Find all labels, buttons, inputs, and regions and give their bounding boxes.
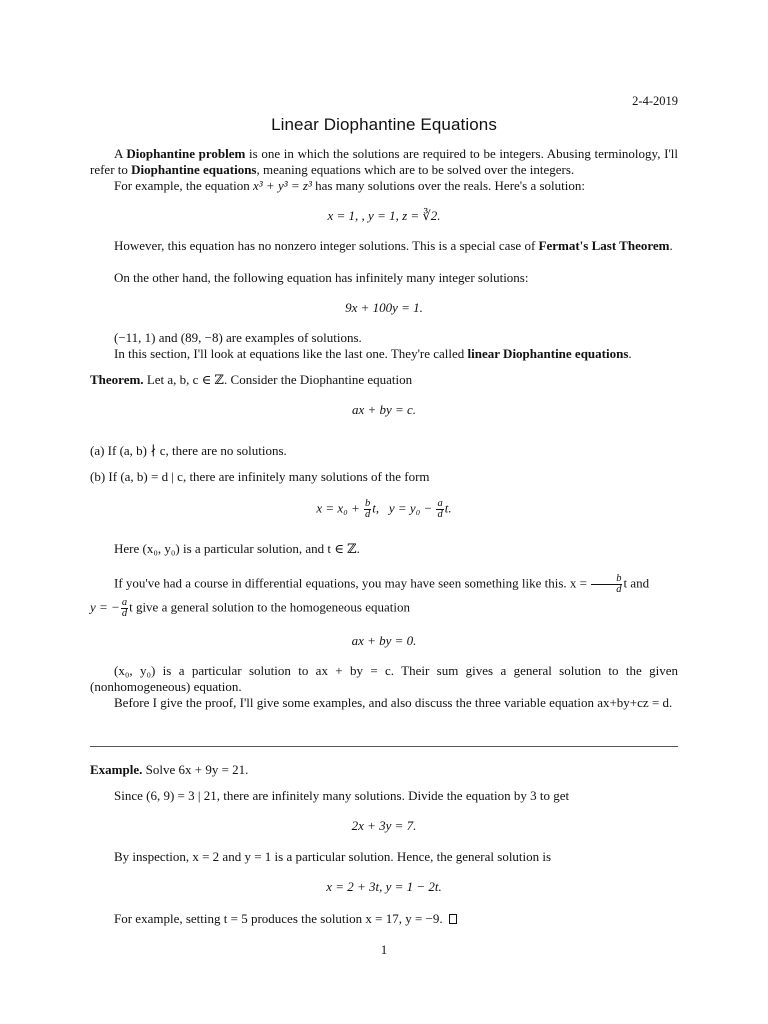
intro-paragraph-3: However, this equation has no nonzero integer solutions. This is a special case of Fermat's Last Theorem. <box>114 238 673 253</box>
display-homogeneous-equation: ax + by = 0. <box>351 633 417 648</box>
fermat-cubic-equation: x³ + y³ = z³ <box>253 178 312 193</box>
example-statement: Example. Solve 6x + 9y = 21. <box>90 762 249 777</box>
discussion-paragraph-3: Before I give the proof, I'll give some examples, and also discuss the three variable equation ax+by+cz = d. <box>114 695 673 710</box>
theorem-statement: Theorem. Let a, b, c ∈ ℤ. Consider the Diophantine equation <box>90 372 413 387</box>
term-diophantine-equations: Diophantine equations <box>131 162 257 177</box>
term-fermats-last-theorem: Fermat's Last Theorem <box>538 238 670 253</box>
intro-paragraph-4: On the other hand, the following equation has infinitely many integer solutions: <box>114 270 529 285</box>
section-divider <box>90 746 678 747</box>
intro-paragraph-5: (−11, 1) and (89, −8) are examples of solutions. <box>114 330 362 345</box>
display-real-solution: x = 1, , y = 1, z = ∛2. <box>327 208 441 223</box>
example-paragraph-1: Since (6, 9) = 3 | 21, there are infinitely many solutions. Divide the equation by 3 to get <box>114 788 570 803</box>
display-theorem-equation: ax + by = c. <box>351 402 417 417</box>
term-diophantine-problem: Diophantine problem <box>126 146 246 161</box>
display-9x-100y: 9x + 100y = 1. <box>345 300 423 315</box>
display-reduced-equation: 2x + 3y = 7. <box>351 818 417 833</box>
fraction-b-over-d-inline: $\frac{b}{d}$ <box>591 574 622 595</box>
qed-box-icon <box>449 914 457 924</box>
display-general-solution-form: x = x₀ + $\frac{b}{d}$ t, y = y₀ − $\frac{a}{d}$ t. <box>316 498 452 520</box>
fraction-b-over-d: $\frac{b}{d}$ <box>365 498 371 520</box>
fraction-a-over-d: $\frac{a}{d}$ <box>437 498 443 520</box>
intro-paragraph-2: For example, the equation x³ + y³ = z³ has many solutions over the reals. Here's a solution: <box>114 178 585 193</box>
discussion-paragraph-1-continued: y = − $\frac{a}{d}$ t give a general solution to the homogeneous equation <box>90 597 410 619</box>
fraction-a-over-d-inline: $\frac{a}{d}$ <box>121 597 128 619</box>
example-label: Example. <box>90 762 143 777</box>
discussion-paragraph-2: (x₀, y₀) is a particular solution to ax + by = c. Their sum gives a general solution to the given (nonhomogeneous) equation. <box>90 663 678 694</box>
page-number: 1 <box>380 942 388 957</box>
display-example-general-solution: x = 2 + 3t, y = 1 − 2t. <box>326 879 442 894</box>
intro-paragraph-1: A Diophantine problem is one in which the solutions are required to be integers. Abusing terminology, I'll refer to Diophantine equations, meaning equations which are to be solved over the integers. <box>90 146 679 177</box>
theorem-part-a: (a) If (a, b) ∤ c, there are no solutions. <box>90 443 287 458</box>
example-paragraph-2: By inspection, x = 2 and y = 1 is a particular solution. Hence, the general solution is <box>114 849 552 864</box>
document-page <box>90 0 678 1024</box>
intro-paragraph-6: In this section, I'll look at equations like the last one. They're called linear Diophantine equations. <box>114 346 632 361</box>
theorem-label: Theorem. <box>90 372 144 387</box>
document-title: Linear Diophantine Equations <box>271 115 497 134</box>
discussion-paragraph-1: If you've had a course in differential equations, you may have seen something like this. x = $\frac{b}{d}$ t and <box>114 573 650 595</box>
document-date: 2-4-2019 <box>632 94 678 108</box>
term-linear-diophantine-equations: linear Diophantine equations <box>467 346 629 361</box>
theorem-particular-solution-note: Here (x₀, y₀) is a particular solution, and t ∈ ℤ. <box>114 541 360 556</box>
theorem-part-b: (b) If (a, b) = d | c, there are infinitely many solutions of the form <box>90 469 430 484</box>
example-paragraph-3: For example, setting t = 5 produces the solution x = 17, y = −9. <box>90 911 678 927</box>
